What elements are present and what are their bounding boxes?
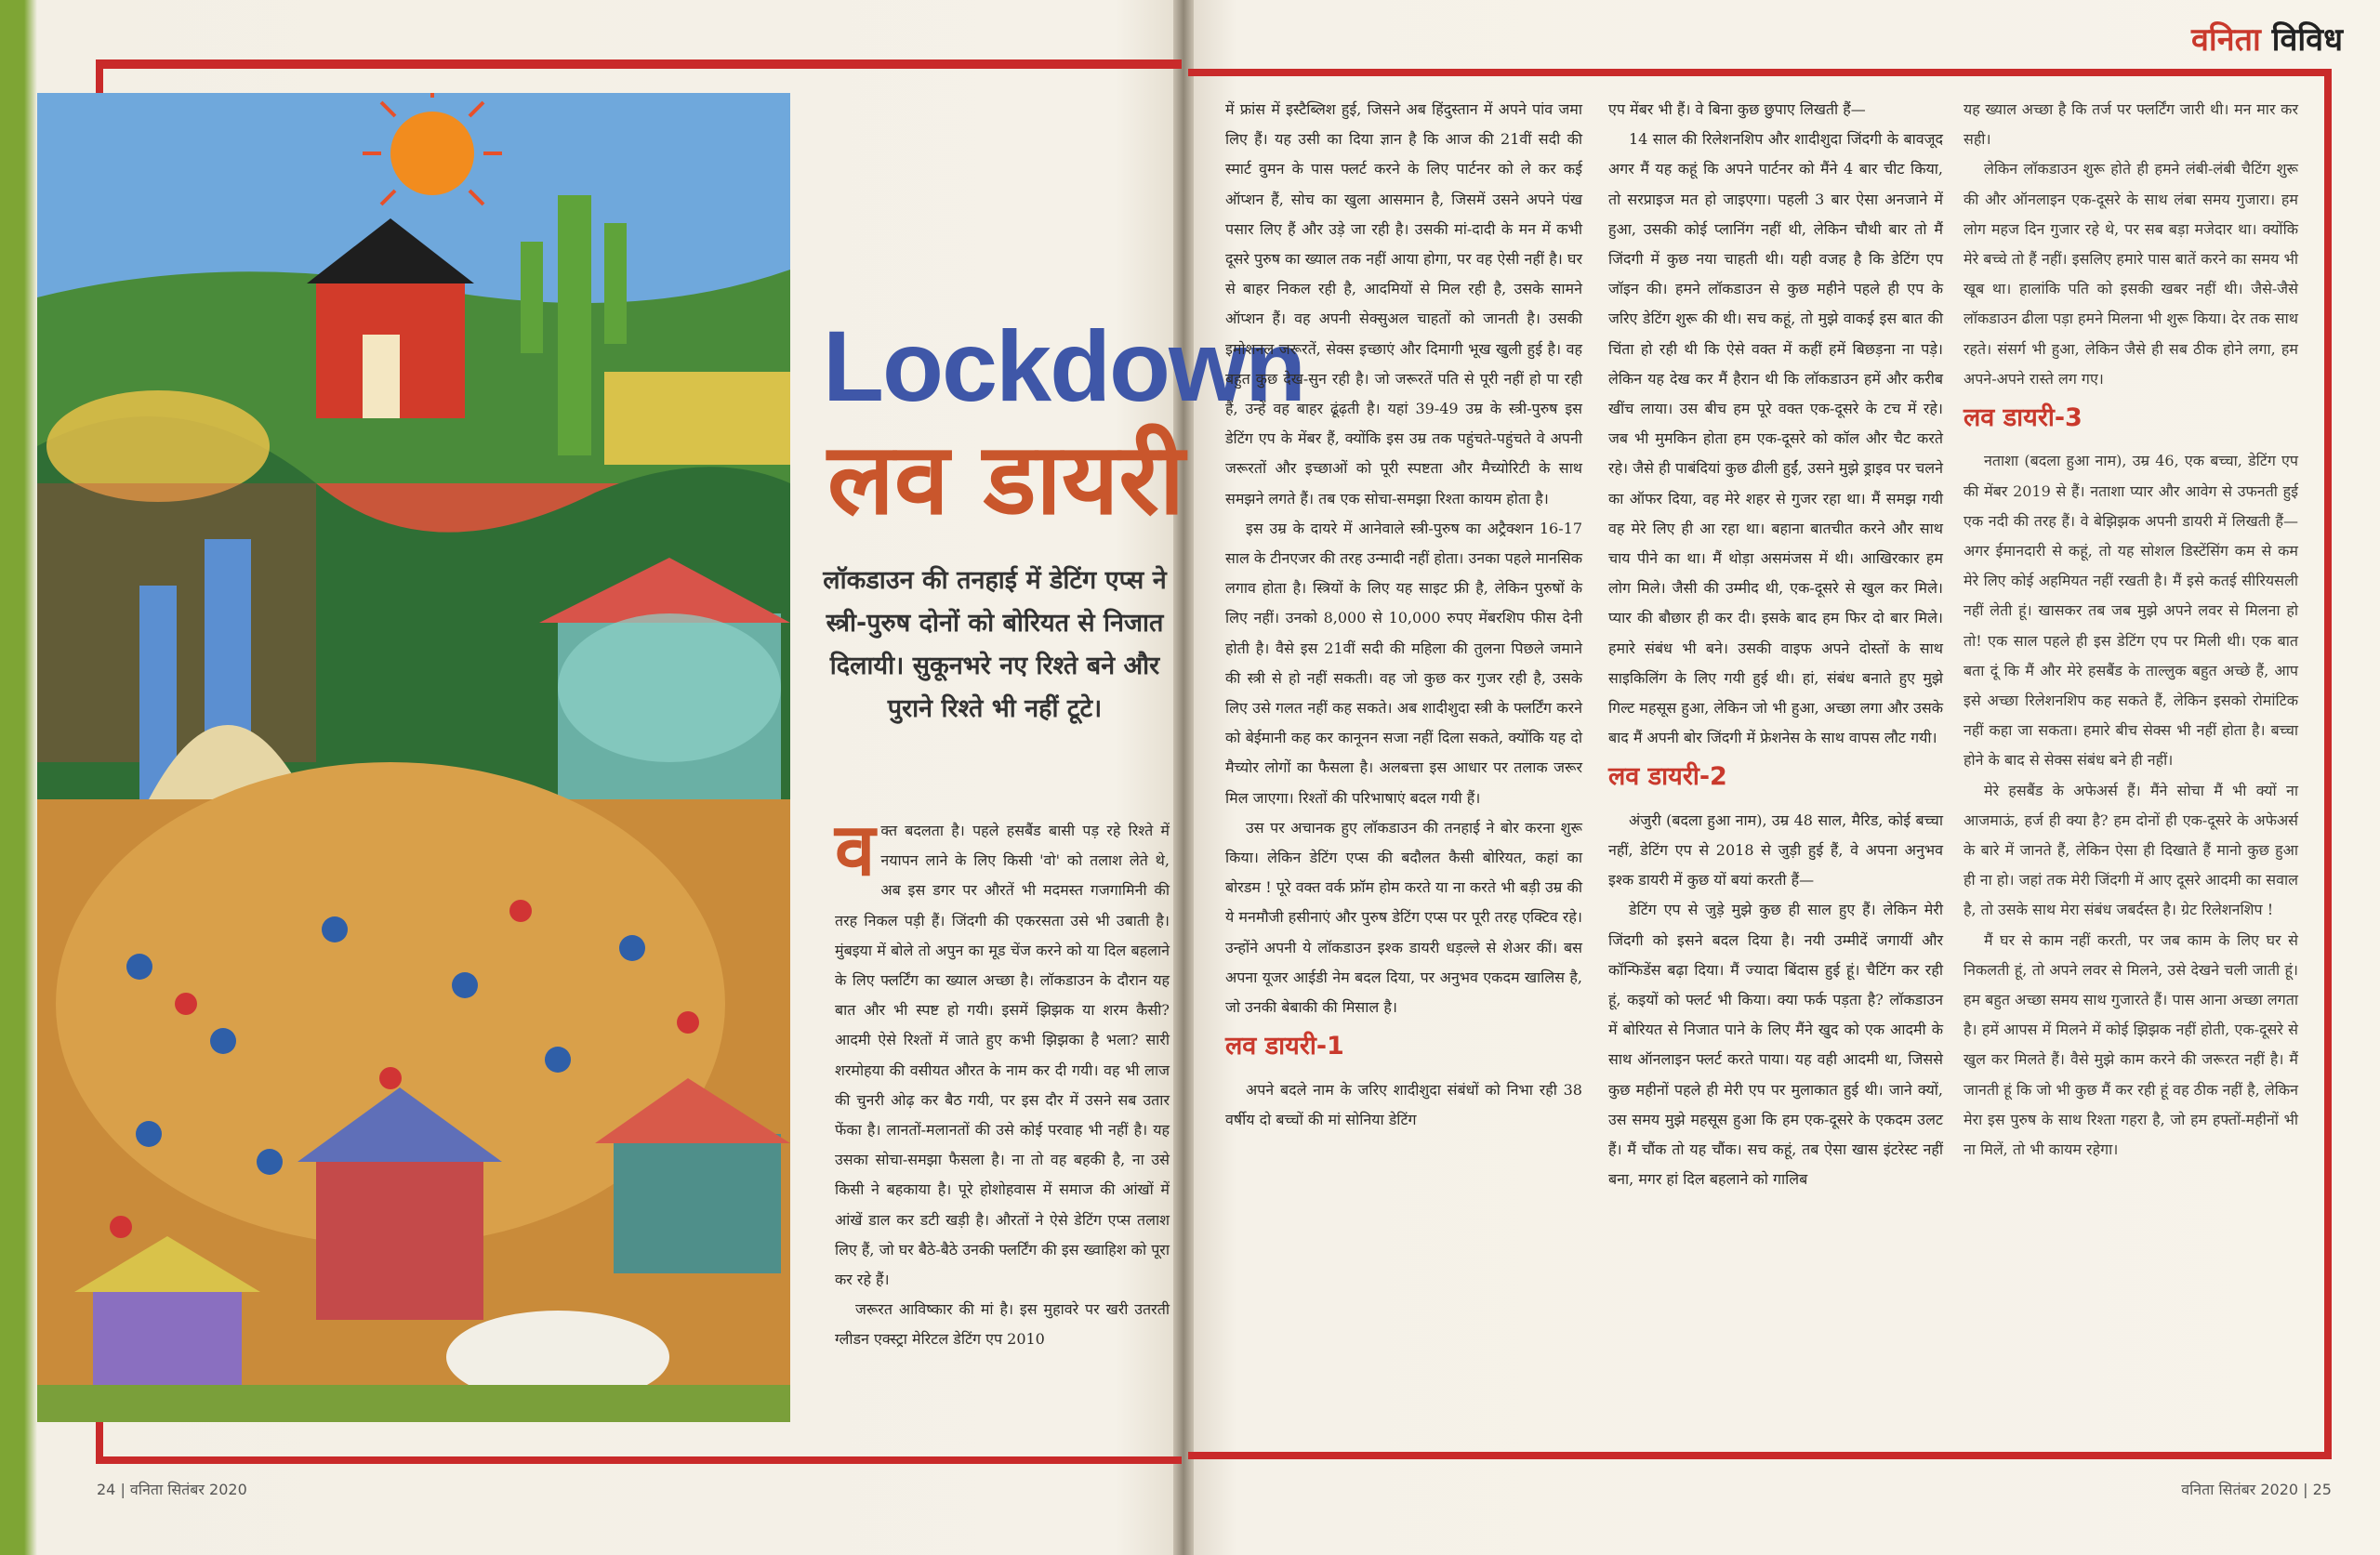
article-column-1	[835, 809, 1170, 1355]
paragraph: में फ्रांस में इस्टैब्लिश हुई, जिसने अब हिंदुस्तान में अपने पांव जमा लिए हैं। यह उसी का दिया ज्ञान है कि आज की 21वीं सदी की स्मार्ट वुमन के पास फ्लर्ट करने के लिए पार्टनर को ले कर कई ऑप्शन हैं, सोच का खुला आसमान है, जिसमें उसने अपने पंख पसार लिए हैं और उड़े जा रही है। उसकी मां-दादी के मन में कभी दूसरे पुरुष का ख्याल तक नहीं आया होगा, पर वह ऐसी नहीं है। घर से बाहर निकल रही है, आदमियों से मिल रही है, उसके सामने ऑप्शन हैं। वह अपनी सेक्सुअल चाहतों को जानती है। उसकी इमोशनल जरूरतें, सेक्स इच्छाएं और दिमागी भूख खुली हुई है। वह बहुत कुछ देख-सुन रही है। जो जरूरतें पति से पूरी नहीं हो पा रही हैं, उन्हें वह बाहर ढूंढ़ती है। यहां 39-49 उम्र के स्त्री-पुरुष इस डेटिंग एप के मेंबर हैं, क्योंकि इस उम्र तक पहुंचते-पहुंचते वे अपनी जरूरतों और इच्छाओं को पूरी स्पष्टता और मैच्योरिटी के साथ समझने लगते हैं। तब एक सोचा-समझा रिश्ता कायम होता है।	[1225, 100, 1582, 507]
paragraph: यह ख्याल अच्छा है कि तर्ज पर फ्लर्टिंग जारी थी। मन मार कर सही।	[1964, 100, 2298, 149]
paragraph: नताशा (बदला हुआ नाम), उम्र 46, एक बच्चा, डेटिंग एप की मेंबर 2019 से हैं। नताशा प्यार और आवेग से उफनती हुई एक नदी की तरह हैं। वे बेझिझक अपनी डायरी में लिखती हैं—अगर ईमानदारी से कहूं, तो यह सोशल डिस्टेंसिंग कम से कम मेरे लिए कोई अहमियत नहीं रखती है। मैं इसे कतई सीरियसली नहीं लेती हूं। खासकर तब जब मुझे अपने लवर से मिलना हो तो! एक साल पहले ही इस डेटिंग एप पर मिली थी। एक बात बता दूं कि मैं और मेरे हसबैंड के ताल्लुक बहुत अच्छे हैं, आप इसे अच्छा रिलेशनशिप कह सकते हैं, लेकिन इसको रोमांटिक नहीं कहा जा सकता। हमारे बीच सेक्स भी नहीं होता है। बच्चा होने के बाद से सेक्स संबंध बने ही नहीं।	[1964, 452, 2298, 770]
headline-hindi: लव डायरी	[827, 422, 1185, 536]
article-column-4	[1964, 95, 2298, 1165]
paragraph: डेटिंग एप से जुड़े मुझे कुछ ही साल हुए हैं। लेकिन मेरी जिंदगी को इसने बदल दिया है। नयी उम्मीदें जगायीं और कॉन्फिडेंस बढ़ा दिया। मैं ज्यादा बिंदास हुई हूं। चैटिंग कर रही हूं, कइयों को फ्लर्ट भी किया। क्या फर्क पड़ता है? लॉकडाउन में बोरियत से निजात पाने के लिए मैंने खुद को एक आदमी के साथ ऑनलाइन फ्लर्ट करते पाया। यह वही आदमी था, जिससे कुछ महीनों पहले ही मेरी एप पर मुलाकात हुई थी। जाने क्यों, उस समय मुझे महसूस हुआ कि हम एक-दूसरे के एकदम उलट हैं। मैं चौंक तो यह चौंक। सच कहूं, तब ऐसा खास इंटरेस्ट नहीं बना, मगर हां दिल बहलाने को गालिब	[1608, 901, 1943, 1189]
paragraph: 14 साल की रिलेशनशिप और शादीशुदा जिंदगी के बावजूद अगर मैं यह कहूं कि अपने पार्टनर को मैंने 4 बार चीट किया, तो सरप्राइज मत हो जाइएगा। पहली 3 बार ऐसा अनजाने में हुआ, उसकी कोई प्लानिंग नहीं थी, लेकिन चौथी बार तो मैं जिंदगी में कुछ नया चाहती थी। यही वजह है कि डेटिंग एप जॉइन की। हमने लॉकडाउन से कुछ महीने पहले ही एप के जरिए डेटिंग शुरू की थी। सच कहूं, तो मुझे वाकई इस बात की चिंता हो रही थी कि ऐसे वक्त में कहीं हमें बिछड़ना ना पड़े। लेकिन यह देख कर मैं हैरान थी कि लॉकडाउन हमें और करीब खींच लाया। उस बीच हम पूरे वक्त एक-दूसरे के टच में रहे। जब भी मुमकिन होता हम एक-दूसरे को कॉल और चैट करते रहे। जैसे ही पाबंदियां कुछ ढीली हुईं, उसने मुझे ड्राइव पर चलने का ऑफर दिया, वह मेरे शहर से गुजर रहा था। मैं समझ गयी वह मेरे लिए ही आ रहा था। बहाना बातचीत करने और साथ चाय पीने का था। मैं थोड़ा असमंजस में थी। आखिरकार हम लोग मिले। जैसी की उम्मीद थी, एक-दूसरे से खुल कर मिले। प्यार की बौछार ही कर दी। इसके बाद हम फिर दो बार मिले। हमारे संबंध भी बने। उसकी वाइफ अपने दोस्तों के साथ साइकिलिंग के लिए गयी हुई थी। हां, संबंध बनाते हुए मुझे गिल्ट महसूस हुआ, लेकिन जो भी हुआ, अच्छा लगा और उसके बाद मैं अपनी बोर जिंदगी में फ्रेशनेस के साथ वापस लौट गयी।	[1608, 130, 1943, 747]
paragraph: उस पर अचानक हुए लॉकडाउन की तनहाई ने बोर करना शुरू किया। लेकिन डेटिंग एप्स की बदौलत कैसी बोरियत, कहां का बोरडम ! पूरे वक्त वर्क फ्रॉम होम करते या ना करते भी बड़ी उम्र की ये मनमौजी हसीनाएं और पुरुष डेटिंग एप्स पर पूरी तरह एक्टिव रहे। उन्होंने अपनी ये लॉकडाउन इश्क डायरी धड़ल्ले से शेअर कीं। बस अपना यूजर आईडी नेम बदल दिया, पर अनुभव एकदम खालिस है, जो उनकी बेबाकी की मिसाल है।	[1225, 818, 1582, 1017]
article-column-2	[1225, 95, 1582, 1135]
paragraph: इस उम्र के दायरे में आनेवाले स्त्री-पुरुष का अट्रैक्शन 16-17 साल के टीनएजर की तरह उन्मादी नहीं होता। उनका पहले मानसिक लगाव होता है। स्त्रियों के लिए यह साइट फ्री है, लेकिन पुरुषों के लिए नहीं। उनको 8,000 से 10,000 रुपए मेंबरशिप फीस देनी होती है। वैसे इस 21वीं सदी की महिला की तुलना पिछले जमाने की स्त्री से हो नहीं सकती। वह जो कुछ कर गुजर रही है, उसके लिए उसे गलत नहीं कह सकते। अब शादीशुदा स्त्री के फ्लर्टिंग करने को बेईमानी कह कर कानूनन सजा नहीं दिला सकते, क्योंकि यह दो मैच्योर लोगों का फैसला है। अलबत्ता इस आधार पर तलाक जरूर मिल जाएगा। रिश्तों की परिभाषाएं बदल गयी हैं।	[1225, 519, 1582, 807]
paragraph: मैं घर से काम नहीं करती, पर जब काम के लिए घर से निकलती हूं, तो अपने लवर से मिलने, उसे देखने चली जाती हूं। हम बहुत अच्छा समय साथ गुजारते हैं। पास आना अच्छा लगता है। हमें आपस में मिलने में कोई झिझक नहीं होती, एक-दूसरे से खुल कर मिलते हैं। वैसे मुझे काम करने की जरूरत नहीं है। मैं जानती हूं कि जो भी कुछ मैं कर रही हूं वह ठीक नहीं है, लेकिन मेरा इस पुरुष के साथ रिश्ता गहरा है, जो हम हफ्तों-महीनों भी ना मिलें, तो भी कायम रहेगा।	[1964, 930, 2298, 1159]
section-label	[2191, 17, 2343, 59]
drop-cap: व	[835, 809, 876, 892]
section-label-magazine: वनिता	[2191, 21, 2261, 59]
paragraph: अंजुरी (बदला हुआ नाम), उम्र 48 साल, मैरिड, कोई बच्चा नहीं, डेटिंग एप से 2018 से जुड़ी हुई हैं, वे अपना अनुभव इश्क डायरी में कुछ यों बयां करती हैं—	[1608, 810, 1943, 890]
page-folio-left: 24 | वनिता सितंबर 2020	[97, 1481, 247, 1498]
article-column-3	[1608, 95, 1943, 1195]
section-heading-love-diary-3: लव डायरी-3	[1964, 403, 2082, 433]
page-folio-right: वनिता सितंबर 2020 | 25	[2181, 1481, 2332, 1498]
section-heading-love-diary-1: लव डायरी-1	[1225, 1032, 1344, 1061]
paragraph: लेकिन लॉकडाउन शुरू होते ही हमने लंबी-लंबी चैटिंग शुरू की और ऑनलाइन एक-दूसरे के साथ लंबा समय गुजारा। हम लोग महज दिन गुजार रहे थे, पर सब बड़ा मजेदार था। क्योंकि मेरे बच्चे तो हैं नहीं। इसलिए हमारे पास बातें करने का समय भी खूब था। हालांकि पति को इसकी खबर नहीं थी। जैसे-जैसे लॉकडाउन ढीला पड़ा हमने मिलना भी शुरू किया। देर तक साथ रहते। संसर्ग भी हुआ, लेकिन जैसे ही सब ठीक होने लगा, हम अपने-अपने रास्ते लग गए।	[1964, 160, 2298, 388]
headline-english: Lockdown	[823, 310, 1304, 422]
folk-art-painting	[37, 93, 790, 1422]
paragraph: एप मेंबर भी हैं। वे बिना कुछ छुपाए लिखती हैं—	[1608, 100, 1866, 118]
paragraph: मेरे हसबैंड के अफेअर्स हैं। मैंने सोचा मैं भी क्यों ना आजमाऊं, हर्ज ही क्या है? हम दोनों ही एक-दूसरे के अफेअर्स के बारे में जानते हैं, लेकिन ऐसा ही दिखाते हैं मानो कुछ हुआ ही ना हो। जहां तक मेरी जिंदगी में आए दूसरे आदमी का सवाल है, तो उसके साथ मेरा संबंध जबर्दस्त है। ग्रेट रिलेशनशिप !	[1964, 781, 2298, 919]
section-label-category: विविध	[2271, 21, 2343, 59]
article-intro: लॉकडाउन की तनहाई में डेटिंग एप्स ने स्त्री-पुरुष दोनों को बोरियत से निजात दिलायी। सुकूनभरे नए रिश्ते बने और पुराने रिश्ते भी नहीं टूटे।	[823, 566, 1167, 723]
paragraph: जरूरत आविष्कार की मां है। इस मुहावरे पर खरी उतरती ग्लीडन एक्स्ट्रा मेरिटल डेटिंग एप 2010	[835, 1300, 1170, 1349]
paragraph: अपने बदले नाम के जरिए शादीशुदा संबंधों को निभा रही 38 वर्षीय दो बच्चों की मां सोनिया डेटिंग	[1225, 1080, 1582, 1128]
section-heading-love-diary-2: लव डायरी-2	[1608, 762, 1727, 792]
painting-illustration	[37, 93, 790, 1422]
paragraph: क्त बदलता है। पहले हसबैंड बासी पड़ रहे रिश्ते में नयापन लाने के लिए किसी 'वो' को तलाश लेते थे, अब इस डगर पर औरतें भी मदमस्त गजगामिनी की तरह निकल पड़ी हैं। जिंदगी की एकरसता उसे भी उबाती है। मुंबइया में बोले तो अपुन का मूड चेंज करने को या दिल बहलाने के लिए फ्लर्टिंग का ख्याल अच्छा है। लॉकडाउन के दौरान यह बात और भी स्पष्ट हो गयी। इसमें झिझक या शरम कैसी? आदमी ऐसे रिश्तों में जाते हुए कभी झिझका है भला? सारी शरमोहया की वसीयत औरत के नाम कर दी गयी। वह भी लाज की चुनरी ओढ़ कर बैठ गयी, पर इस दौर में उसने सब उतार फेंका है। लानतों-मलानतों की उसे कोई परवाह भी नहीं है। यह उसका सोचा-समझा फैसला है। ना तो वह बहकी है, ना उसे किसी ने बहकाया है। पूरे होशोहवास में समाज की आंखों में आंखें डाल कर डटी खड़ी है। औरतों ने ऐसे डेटिंग एप्स तलाश लिए हैं, जो घर बैठे-बैठे उनकी फ्लर्टिंग की इस ख्वाहिश को पूरा कर रहे हैं।	[835, 822, 1170, 1289]
